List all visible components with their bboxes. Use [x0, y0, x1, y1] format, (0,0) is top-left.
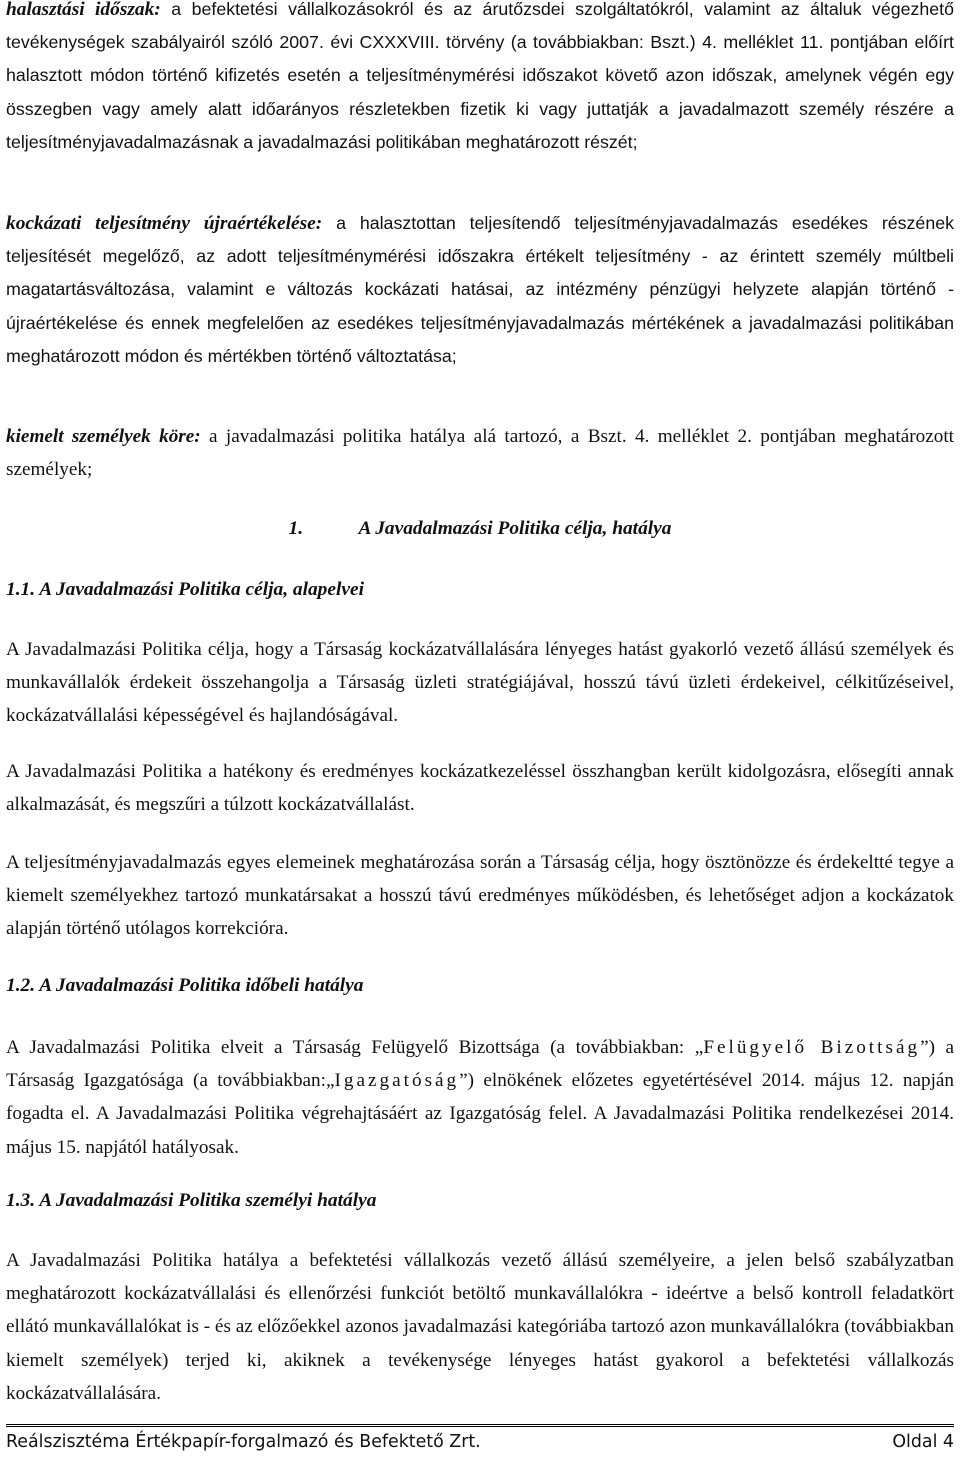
section-1-heading — [0, 512, 960, 545]
section-1-3-heading: 1.3. A Javadalmazási Politika személyi hatálya — [6, 1190, 377, 1211]
section-title: A Javadalmazási Politika célja, hatálya — [358, 518, 672, 539]
text-run: ”) elnökének előzetes egyetértésével 2014. május 12. napján fogadta el. A Javadalmazási Politika végrehajtásáért az Igazgatóság felel. A Javadalmazási Politika rendelkezései 2014. május 15. napjától hatályosak. — [6, 1070, 955, 1158]
text-run: ”) a Társaság Igazgatósága (a továbbiakban:„ — [6, 1037, 955, 1092]
section-1-3-paragraph: A Javadalmazási Politika hatálya a befektetési vállalkozás vezető állású személyeire, a jelen belső szabályzatban meghatározott kockázatvállalási és ellenőrzési funkciót betöltő munkavállalókra - ideértve a belső kontroll feladatkört ellátó munkavállalókat is - és az előzőekkel azonos javadalmazási kategóriába tartozó azon munkavállalókra (továbbiakban kiemelt személyek) terjed ki, akiknek a tevékenysége lényeges hatást gyakorol a befektetési vállalkozás kockázatvállalására. — [6, 1250, 954, 1404]
definition-term: kockázati teljesítmény újraértékelése: — [6, 213, 323, 234]
definition-kiemelt-szemelyek — [6, 420, 954, 486]
definition-term: kiemelt személyek köre: — [6, 426, 201, 447]
defined-term-felugyelo-bizottsag: Felügyelő Bizottság — [703, 1037, 921, 1058]
definition-text: a befektetési vállalkozásokról és az árutőzsdei szolgáltatókról, valamint az általuk végezhető tevékenységek szabályairól szóló 2007. évi CXXXVIII. törvény (a továbbiakban: Bszt.) 4. melléklet 11. pontjában előírt halasztott módon történő kifizetés esetén a teljesítménymérési időszakot követő azon időszak, amelynek végén egy összegben vagy amely alatt időarányos részletekben fizetik ki vagy juttatják a javadalmazott személy részére a teljesítményjavadalmazásnak a javadalmazási politikában meghatározott részét; — [6, 0, 954, 152]
section-number: 1. — [288, 518, 304, 539]
text-run: A Javadalmazási Politika elveit a Társaság Felügyelő Bizottsága (a továbbiakban: „ — [6, 1037, 704, 1058]
page-footer — [6, 1432, 954, 1452]
section-1-2-paragraph — [6, 1031, 954, 1164]
defined-term-igazgatosag: Igazgatóság — [334, 1070, 460, 1092]
definition-term: halasztási időszak: — [6, 0, 161, 20]
definition-kockazati-teljesitmeny — [6, 207, 954, 373]
section-1-2-heading: 1.2. A Javadalmazási Politika időbeli hatálya — [6, 975, 364, 996]
definition-text: a halasztottan teljesítendő teljesítményjavadalmazás esedékes részének teljesítését megelőző, az adott teljesítménymérési időszakra értékelt teljesítmény - az érintett személy múltbeli magatartásváltozása, valamint e változás kockázati hatásai, az intézmény pénzügyi helyzete alapján történő - újraértékelése és ennek megfelelően az esedékes teljesítményjavadalmazás mértékének a javadalmazási politikában meghatározott módon és mértékben történő változtatása; — [6, 213, 954, 366]
section-1-1-paragraph-3: A teljesítményjavadalmazás egyes elemeinek meghatározása során a Társaság célja, hogy ösztönözze és érdekeltté tegye a kiemelt személyekhez tartozó munkatársakat a hosszú távú eredményes működésben, és lehetőséget adjon a kockázatok alapján történő utólagos korrekcióra. — [6, 852, 954, 940]
definition-halasztasi-idoszak — [6, 0, 954, 159]
definition-text: a javadalmazási politika hatálya alá tartozó, a Bszt. 4. melléklet 2. pontjában meghatározott személyek; — [6, 426, 954, 481]
section-1-1-paragraph-2: A Javadalmazási Politika a hatékony és eredményes kockázatkezeléssel összhangban került kidolgozásra, elősegíti annak alkalmazását, és megszűri a túlzott kockázatvállalást. — [6, 761, 954, 816]
section-1-1-heading: 1.1. A Javadalmazási Politika célja, alapelvei — [6, 579, 364, 600]
footer-company: Reálszisztéma Értékpapír-forgalmazó és Befektető Zrt. — [6, 1432, 481, 1452]
footer-page-number: Oldal 4 — [892, 1432, 954, 1452]
section-1-1-paragraph-1: A Javadalmazási Politika célja, hogy a Társaság kockázatvállalására lényeges hatást gyakorló vezető állású személyek és munkavállalók érdekeit összehangolja a Társaság üzleti stratégiájával, hosszú távú üzleti érdekeivel, célkitűzéseivel, kockázatvállalási képességével és hajlandóságával. — [6, 639, 954, 727]
footer-divider — [6, 1424, 954, 1427]
